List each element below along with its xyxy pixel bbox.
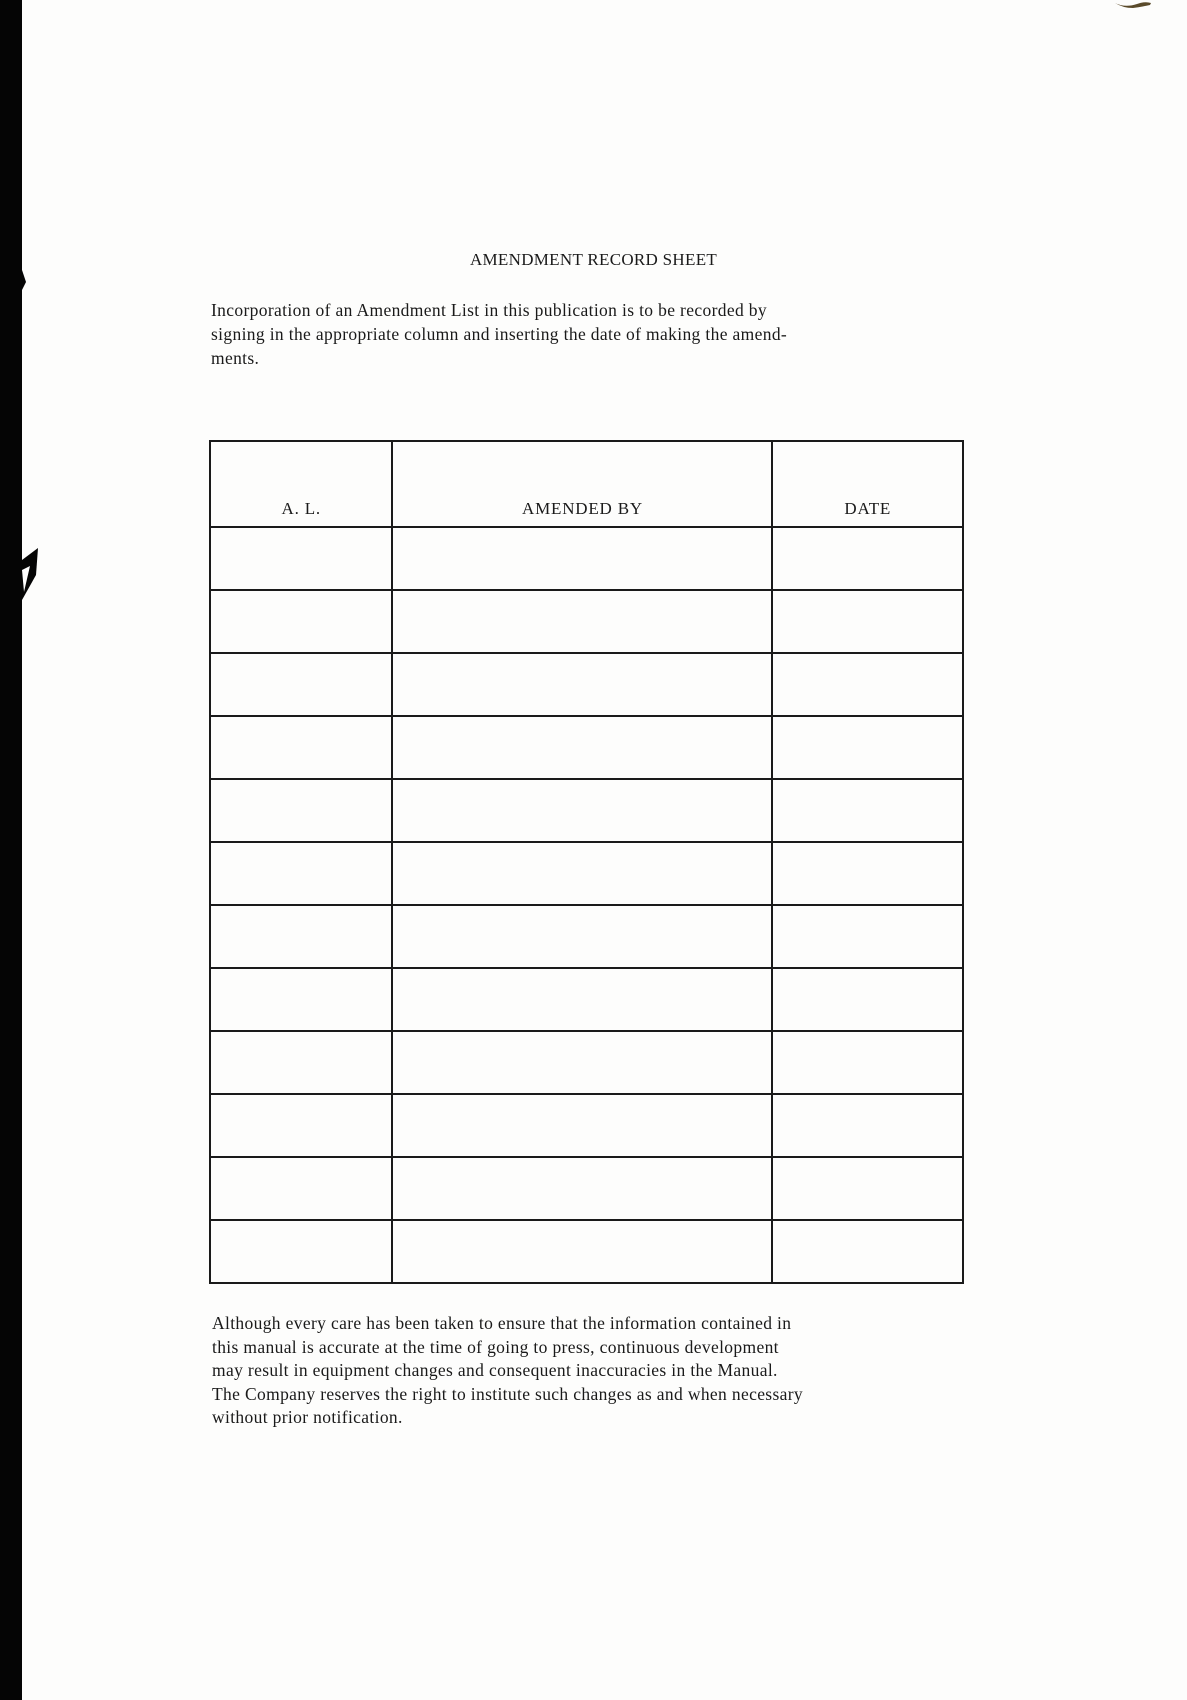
table-row	[210, 1031, 963, 1094]
al-cell[interactable]	[210, 842, 392, 905]
amended-by-cell[interactable]	[392, 779, 772, 842]
table-row	[210, 590, 963, 653]
al-cell[interactable]	[210, 1094, 392, 1157]
date-cell[interactable]	[772, 842, 963, 905]
table-row	[210, 527, 963, 590]
amended-by-cell[interactable]	[392, 527, 772, 590]
al-cell[interactable]	[210, 716, 392, 779]
date-cell[interactable]	[772, 1157, 963, 1220]
amended-by-cell[interactable]	[392, 1094, 772, 1157]
amendment-record-table	[209, 440, 964, 1284]
amended-by-cell[interactable]	[392, 1031, 772, 1094]
al-cell[interactable]	[210, 1157, 392, 1220]
date-cell[interactable]	[772, 653, 963, 716]
table-row	[210, 653, 963, 716]
amended-by-cell[interactable]	[392, 968, 772, 1031]
al-cell[interactable]	[210, 779, 392, 842]
amended-by-cell[interactable]	[392, 1157, 772, 1220]
intro-paragraph	[211, 298, 951, 370]
date-cell[interactable]	[772, 779, 963, 842]
amended-by-cell[interactable]	[392, 716, 772, 779]
date-cell[interactable]	[772, 1094, 963, 1157]
date-cell[interactable]	[772, 905, 963, 968]
date-cell[interactable]	[772, 716, 963, 779]
disclaimer-line: this manual is accurate at the time of going to press, continuous development	[212, 1336, 779, 1357]
date-cell[interactable]	[772, 527, 963, 590]
al-cell[interactable]	[210, 1031, 392, 1094]
al-cell[interactable]	[210, 590, 392, 653]
amended-by-cell[interactable]	[392, 653, 772, 716]
date-cell[interactable]	[772, 1031, 963, 1094]
al-cell[interactable]	[210, 653, 392, 716]
column-header-al: A. L.	[210, 441, 392, 527]
table-row	[210, 1094, 963, 1157]
intro-line: ments.	[211, 348, 260, 368]
al-cell[interactable]	[210, 968, 392, 1031]
column-header-date: DATE	[772, 441, 963, 527]
table-body	[210, 527, 963, 1283]
intro-line: signing in the appropriate column and inserting the date of making the amend-	[211, 324, 788, 344]
paper-corner-mark	[1113, 0, 1153, 10]
table-row	[210, 1157, 963, 1220]
table-header-row	[210, 441, 963, 527]
page-title: AMENDMENT RECORD SHEET	[469, 250, 718, 269]
table-row	[210, 1220, 963, 1283]
table-row	[210, 842, 963, 905]
amended-by-cell[interactable]	[392, 590, 772, 653]
date-cell[interactable]	[772, 590, 963, 653]
intro-line: Incorporation of an Amendment List in this publication is to be recorded by	[211, 300, 767, 320]
disclaimer-line: The Company reserves the right to institute such changes as and when necessary	[212, 1383, 804, 1404]
amended-by-cell[interactable]	[392, 842, 772, 905]
amended-by-cell[interactable]	[392, 905, 772, 968]
disclaimer-line: without prior notification.	[212, 1407, 403, 1427]
al-cell[interactable]	[210, 905, 392, 968]
table-row	[210, 716, 963, 779]
table-row	[210, 905, 963, 968]
amended-by-cell[interactable]	[392, 1220, 772, 1283]
date-cell[interactable]	[772, 968, 963, 1031]
disclaimer-paragraph	[212, 1312, 992, 1430]
disclaimer-line: Although every care has been taken to ensure that the information contained in	[212, 1313, 792, 1333]
al-cell[interactable]	[210, 1220, 392, 1283]
al-cell[interactable]	[210, 527, 392, 590]
table-row	[210, 968, 963, 1031]
table-row	[210, 779, 963, 842]
date-cell[interactable]	[772, 1220, 963, 1283]
column-header-amended-by: AMENDED BY	[392, 441, 772, 527]
disclaimer-line: may result in equipment changes and consequent inaccuracies in the Manual.	[212, 1360, 778, 1380]
